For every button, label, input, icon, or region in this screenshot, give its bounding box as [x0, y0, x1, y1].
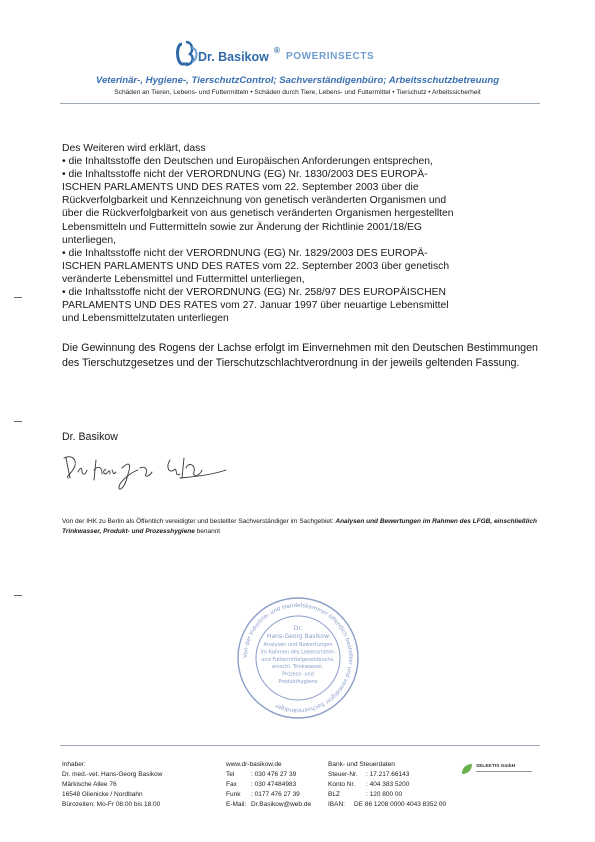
seal-line: Prozess- und	[282, 671, 314, 678]
tagline: Veterinär-, Hygiene-, TierschutzControl; Sachverständigenbüro; Arbeitsschutzbetreuung	[95, 75, 500, 86]
owner-name: Dr. med.-vet. Hans-Georg Basikow	[62, 771, 163, 779]
leaf-icon	[460, 762, 474, 776]
contact-key: E-Mail:	[226, 801, 247, 809]
cert-prefix: Von der IHK zu Berlin als Öffentlich vereidigter und bestellter Sachverständiger im Sachgebiet:	[62, 518, 336, 525]
account-number: : 404 383 5200	[366, 781, 410, 789]
registered-mark: ®	[274, 46, 280, 55]
list-line: PARLAMENTS UND DES RATES vom 27. Januar 1997 über neuartige Lebensmittel	[62, 300, 449, 312]
subline: Schäden an Tieren, Lebens- und Futtermitteln • Schäden durch Tiere, Lebens- und Futtermittel • Tierschutz • Arbeitssicherheit	[114, 89, 481, 96]
footer-contact	[226, 760, 311, 810]
website-link[interactable]: www.dr-basikow.de	[226, 761, 282, 768]
tax-number: : 17.217.66143	[366, 771, 410, 779]
cert-field: Analysen und Bewertungen im Rahmen des LFGB, einschließlich Trinkwasser, Produkt- und Prozesshygiene	[62, 518, 537, 535]
official-seal-stamp	[236, 596, 360, 720]
signature-icon	[62, 448, 242, 494]
list-line: veränderte Lebensmittel und Futtermittel unterliegen,	[62, 273, 305, 285]
list-line: ISCHEN PARLAMENTS UND DES RATES vom 22. September 2003 über die	[62, 182, 419, 194]
list-item	[62, 247, 536, 286]
bank-key: BLZ	[328, 791, 340, 799]
iban: DE 86 1208 0000 4043 8352 00	[354, 801, 447, 809]
certification-note	[62, 517, 542, 536]
bank-key: Konto Nr.	[328, 781, 356, 789]
owner-label: Inhaber:	[62, 761, 86, 768]
handwritten-signature	[62, 448, 242, 494]
partner-name: SELEKTIS GmbH	[476, 764, 516, 769]
footer-owner	[62, 760, 162, 810]
bank-key: Steuer-Nr.	[328, 771, 358, 779]
list-item	[62, 168, 536, 247]
declaration-intro: Des Weiteren wird erklärt, dass	[62, 143, 206, 154]
contact-key: Tel	[226, 771, 235, 779]
phone-value: : 030 476 27 39	[251, 771, 297, 779]
list-line: Rückverfolgbarkeit und Kennzeichnung von genetisch veränderten Organismen und	[62, 195, 447, 207]
bank-key: IBAN:	[328, 801, 345, 809]
owner-city: 16548 Glienicke / Nordbahn	[62, 791, 143, 799]
bank-code: : 120 800 00	[366, 791, 403, 799]
list-line: ISCHEN PARLAMENTS UND DES RATES vom 22. September 2003 über genetisch	[62, 260, 450, 272]
fold-mark	[14, 421, 22, 422]
seal-line: Hans-Georg Basikow	[266, 633, 330, 640]
animal-welfare-paragraph: Die Gewinnung des Rogens der Lachse erfolgt im Einvernehmen mit den Deutschen Bestimmungen des Tierschutzgesetzes und der Tierschutzschlachtverordnung in der jeweils geltenden Fassung.	[62, 342, 538, 369]
fold-mark	[14, 297, 22, 298]
signatory-name: Dr. Basikow	[62, 431, 118, 443]
list-line: unterliegen,	[62, 234, 117, 246]
email-link[interactable]: Dr.Basikow@web.de	[251, 801, 312, 809]
seal-line: und Futtermittelgesetzbuchs,	[261, 656, 335, 663]
list-line: über die Rückverfolgbarkeit von aus genetisch veränderten Organismen hergestellten	[62, 208, 454, 220]
fold-mark	[14, 595, 22, 596]
list-item	[62, 155, 536, 168]
footer-divider	[60, 745, 540, 746]
office-hours: Bürozeiten: Mo-Fr 08:00 bis 18:00	[62, 801, 161, 809]
list-line: • die Inhaltsstoffe nicht der VERORDNUNG (EG) Nr. 1830/2003 DES EUROPÄ-	[62, 169, 428, 181]
list-line: und Lebensmittelzutaten unterliegen	[62, 313, 229, 325]
company-logo	[174, 38, 434, 72]
brand-name: Dr. Basikow	[198, 50, 269, 64]
fax-value: : 030 47484983	[251, 781, 297, 789]
list-line: • die Inhaltsstoffe nicht der VERORDNUNG (EG) Nr. 1829/2003 DES EUROPÄ-	[62, 247, 428, 259]
owner-street: Märkische Allee 76	[62, 781, 117, 789]
list-line: Lebensmitteln und Futtermitteln sowie zur Änderung der Richtlinie 2001/18/EG	[62, 221, 422, 233]
footer-bank	[328, 760, 446, 810]
list-line: • die Inhaltsstoffe den Deutschen und Europäischen Anforderungen entsprechen,	[62, 156, 433, 168]
seal-line: einschl. Trinkwasser,	[272, 664, 324, 671]
list-line: • die Inhaltsstoffe nicht der VERORDNUNG (EG) Nr. 258/97 DES EUROPÄISCHEN	[62, 287, 446, 299]
partner-underline	[476, 771, 532, 772]
contact-key: Funk	[226, 791, 241, 799]
seal-line: Dr.	[293, 625, 303, 632]
list-item	[62, 286, 536, 325]
bullet-list	[62, 155, 536, 325]
bank-heading: Bank- und Steuerdaten	[328, 761, 395, 768]
seal-line: im Rahmen des Lebensmittel-	[260, 649, 336, 656]
seal-line: Analysen und Bewertungen	[263, 642, 333, 648]
declaration-block	[62, 142, 536, 325]
partner-logo	[460, 762, 540, 780]
mobile-value: : 0177 476 27 39	[251, 791, 300, 799]
seal-icon	[236, 596, 360, 720]
product-name: POWERINSECTS	[286, 51, 375, 62]
contact-key: Fax	[226, 781, 237, 789]
seal-ring-text: Von der Industrie- und Handelskammer öffentlich bestellter und vereidigter Sachverständiger	[242, 602, 354, 714]
cert-suffix: benannt	[194, 527, 221, 535]
seal-line: Produkthygiene	[278, 679, 318, 685]
header-divider	[60, 103, 540, 104]
